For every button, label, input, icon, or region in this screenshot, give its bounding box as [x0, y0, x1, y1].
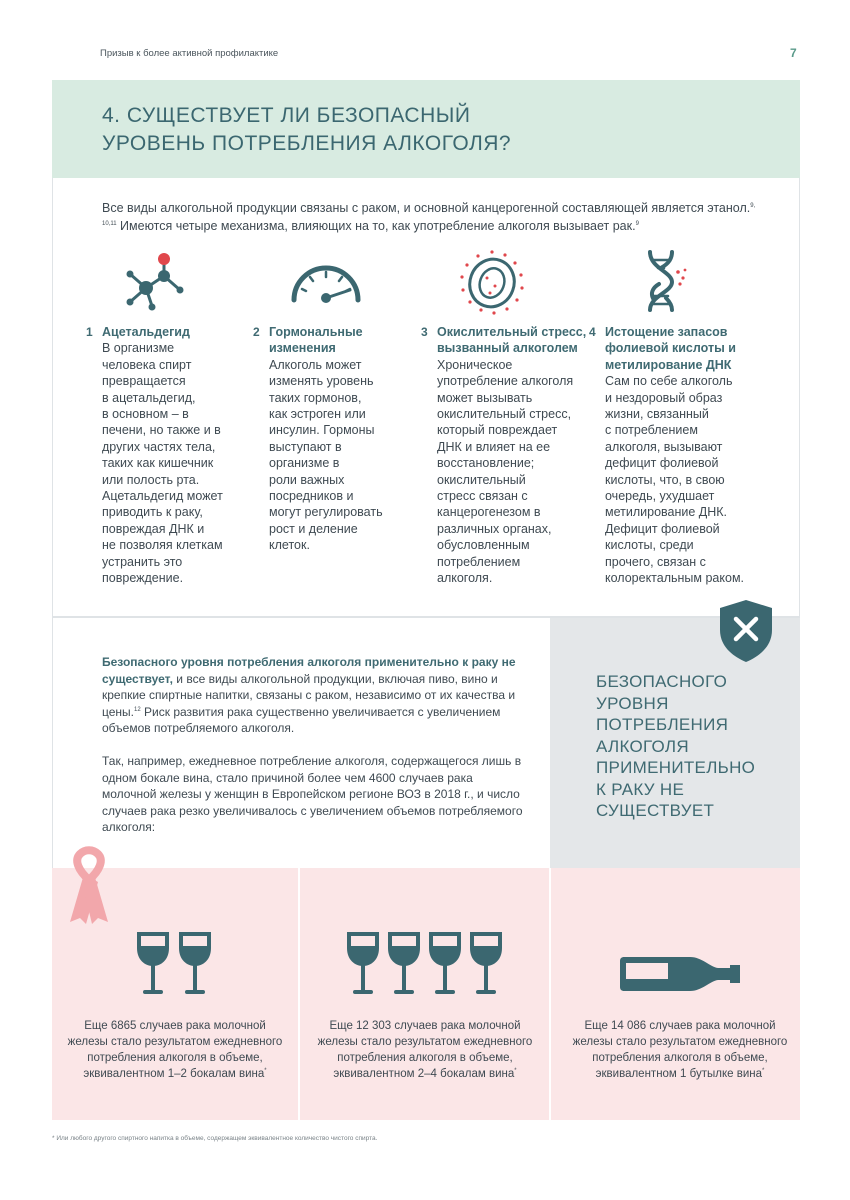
mechanism-number: 4 — [589, 325, 596, 339]
intro-paragraph — [102, 199, 762, 235]
mechanism-number: 2 — [253, 325, 260, 339]
mechanism-text: Сам по себе алкоголь и нездоровый образ жизни, связанный с потреблением алкоголя, вызывают дефицит фолиевой кислоты, что, в свою очередь, ухудшает метилирование ДНК. Дефицит фолиевой кислоты, среди прочего, связан с колоректальным раком. — [605, 374, 745, 586]
cases-separator — [549, 868, 551, 1120]
wine-glasses-4-icon — [343, 928, 509, 1000]
mechanism-number: 1 — [86, 325, 93, 339]
gauge-icon — [288, 258, 364, 308]
section-title-line1: 4. СУЩЕСТВУЕТ ЛИ БЕЗОПАСНЫЙ — [102, 104, 471, 127]
case-footnote-mark: * — [762, 1068, 765, 1075]
footnote: * Или любого другого спиртного напитка в объеме, содержащем эквивалентное количество чистого спирта. — [52, 1135, 378, 1142]
running-title: Призыв к более активной профилактике — [100, 48, 279, 59]
section-title-line2: УРОВЕНЬ ПОТРЕБЛЕНИЯ АЛКОГОЛЯ? — [102, 132, 512, 155]
body-paragraph-1-text: и все виды алкогольной продукции, включая пиво, вино и крепкие спиртные напитки, связаны с раком, независимо от их качества и цены. — [102, 671, 516, 719]
case-text-body: Еще 12 303 случаев рака молочной железы стало результатом ежедневного потребления алкоголя в объеме, эквивалентном 2–4 бокалам вина — [317, 1020, 533, 1080]
case-text — [65, 1018, 285, 1082]
mechanism-title: Истощение запасов фолиевой кислоты и метилирование ДНК — [605, 325, 736, 372]
mechanism-title: Гормональные изменения — [269, 325, 363, 356]
dna-icon — [638, 248, 690, 314]
page-number: 7 — [790, 46, 797, 60]
mechanism-item — [605, 324, 765, 587]
mechanism-text: В организме человека спирт превращается в ацетальдегид, в основном – в печени, но также и в других частях тела, таких как кишечник или полость рта. Ацетальдегид может приводить к раку, повреждая ДНК и не позволяя клеткам устранить это повреждение. — [102, 341, 223, 586]
cases-separator — [298, 868, 300, 1120]
mechanism-number: 3 — [421, 325, 428, 339]
wine-bottle-icon — [618, 955, 744, 993]
callout-text: БЕЗОПАСНОГО УРОВНЯ ПОТРЕБЛЕНИЯ АЛКОГОЛЯ ПРИМЕНИТЕЛЬНО К РАКУ НЕ СУЩЕСТВУЕТ — [596, 672, 756, 820]
cell-icon — [457, 248, 527, 316]
mechanism-item — [269, 324, 404, 554]
case-text-body: Еще 6865 случаев рака молочной железы стало результатом ежедневного потребления алкоголя в объеме, эквивалентном 1–2 бокалам вина — [67, 1020, 283, 1080]
molecule-icon — [118, 250, 190, 316]
case-text-body: Еще 14 086 случаев рака молочной железы стало результатом ежедневного потребления алкоголя в объеме, эквивалентном 1 бутылке вина — [572, 1020, 788, 1080]
intro-text-a: Все виды алкогольной продукции связаны с раком, и основной канцерогенной составляющей является этанол. — [102, 201, 751, 215]
intro-ref-b: 9 — [635, 220, 639, 227]
body-paragraph-1-ref: 12 — [134, 706, 141, 713]
mechanism-text: Алкоголь может изменять уровень таких гормонов, как эстроген или инсулин. Гормоны выступают в организме в роли важных посредников и могут регулировать рост и деление клеток. — [269, 357, 383, 553]
mechanism-text: Хроническое употребление алкоголя может вызывать окислительный стресс, который повреждает ДНК и влияет на ее восстановление; окислительный стресс связан с канцерогенезом в различных органах, обусловленным потреблением алкоголя. — [437, 357, 574, 586]
case-text — [315, 1018, 535, 1082]
mechanism-item — [437, 324, 587, 587]
mechanism-title: Ацетальдегид — [102, 325, 190, 339]
case-text — [570, 1018, 790, 1082]
ribbon-icon — [64, 846, 114, 926]
shield-x-icon — [718, 598, 774, 664]
section-title-band — [52, 80, 800, 178]
intro-text-b: Имеются четыре механизма, влияющих на то, как употребление алкоголя вызывает рак. — [116, 219, 636, 233]
intro-ref-a: 9, 10,11 — [102, 202, 756, 227]
case-footnote-mark: * — [264, 1068, 267, 1075]
body-paragraph-1-text2: Риск развития рака существенно увеличивается с увеличением объемов потребляемого алкоголя. — [102, 704, 501, 735]
section-title — [102, 102, 511, 158]
body-paragraph-1 — [102, 654, 527, 737]
mechanism-item — [102, 324, 242, 587]
body-paragraph-1-lead: Безопасного уровня потребления алкоголя применительно к раку не существует, — [102, 655, 516, 686]
case-footnote-mark: * — [514, 1068, 517, 1075]
wine-glasses-2-icon — [133, 928, 217, 1000]
body-paragraph-2: Так, например, ежедневное потребление алкоголя, содержащегося лишь в одном бокале вина, стало причиной более чем 4600 случаев рака молочной железы у женщин в Европейском регионе ВОЗ в 2018 г., и число случаев рака резко увеличивалось с увеличением объемов потребляемого алкоголя: — [102, 754, 523, 834]
mechanism-title: Окислительный стресс, вызванный алкоголем — [437, 325, 587, 356]
